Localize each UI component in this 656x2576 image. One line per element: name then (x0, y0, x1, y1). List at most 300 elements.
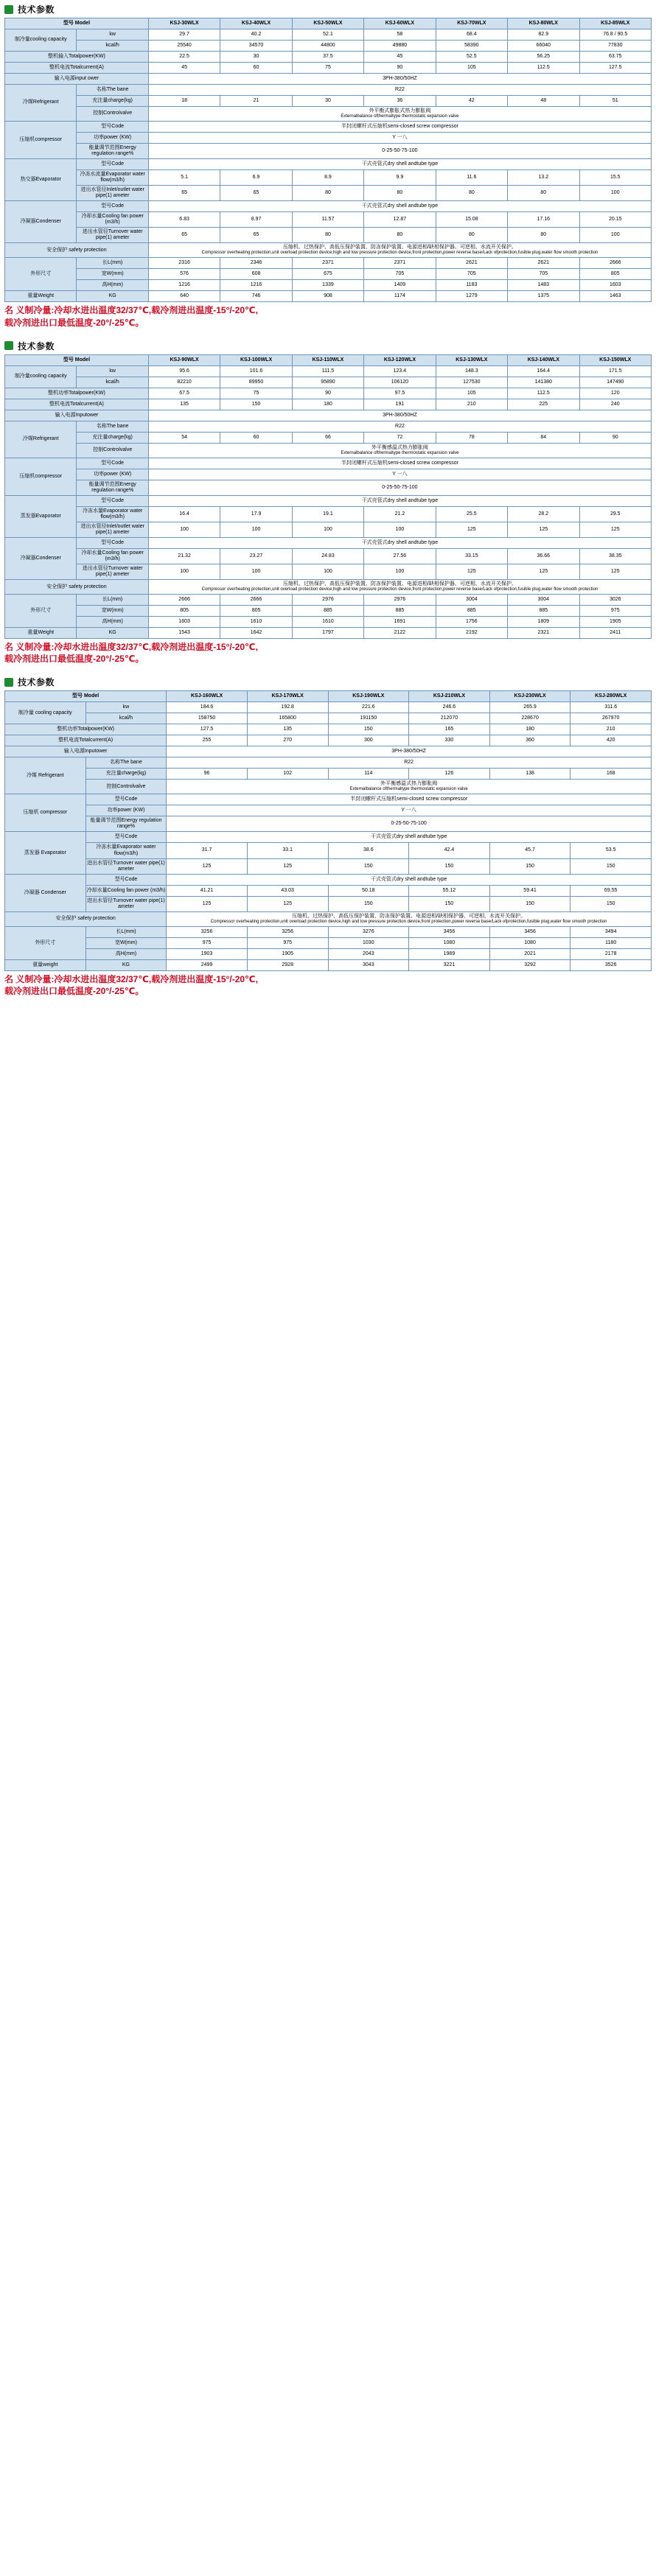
row-value-cell: 97.5 (364, 388, 436, 399)
row-value-cell: 21.2 (364, 506, 436, 522)
row-value-cell: 63.75 (579, 52, 652, 63)
row-unit-label: kcal/h (77, 377, 148, 388)
row-value-cell: 114 (328, 769, 409, 780)
row-value-cell: 90 (364, 63, 436, 74)
table-row (5, 896, 652, 911)
row-value-cell: 77830 (579, 41, 652, 52)
spec-table (4, 690, 652, 970)
row-value-merged (148, 107, 651, 122)
row-value-cell: 1603 (148, 617, 220, 628)
model-header-cell: KSJ-230WLX (489, 691, 570, 702)
row-unit-label: kcal/h (86, 713, 167, 724)
value-line-en: Compressor overheating protection,unit overload protection device,high and low pressure protection device,front protection,power reverse base/Lack ofprotection,fusible plug,water flow smooth protection (201, 251, 599, 256)
row-group-label: 制冷量cooling capacity (5, 365, 77, 388)
row-value-cell: 1183 (436, 280, 507, 291)
row-value-merged: Y 一八 (148, 469, 651, 480)
row-group-label: 冷凝器 Condenser (5, 874, 86, 911)
row-unit-label: 名称The bane (77, 421, 148, 432)
table-row (5, 410, 652, 421)
row-value-cell: 210 (570, 724, 652, 735)
row-value-cell: 90 (292, 388, 363, 399)
row-unit-label: 功率power (KW) (77, 469, 148, 480)
row-value-cell: 80 (436, 228, 507, 243)
row-unit-label: 进出水管径Turnover water pipe(1) ameter (86, 896, 167, 911)
row-value-cell: 80 (292, 228, 363, 243)
row-value-cell: 805 (579, 269, 652, 280)
row-value-merged: 半封闭螺杆式压缩机semi-closed screw compressor (167, 794, 652, 805)
spec-note (0, 639, 656, 668)
table-row (5, 421, 652, 432)
row-value-cell: 55.12 (409, 885, 490, 896)
table-row (5, 96, 652, 107)
row-value-cell: 705 (436, 269, 507, 280)
row-value-cell: 240 (579, 399, 652, 410)
spec-table (4, 354, 652, 639)
row-value-cell: 37.5 (292, 52, 363, 63)
row-value-merged: 0-25-50-75-100 (148, 480, 651, 495)
row-group-label: 整机电流Totalcurrent(A) (5, 63, 149, 74)
table-header-row (5, 354, 652, 365)
table-row (5, 291, 652, 302)
row-value-cell: 34570 (220, 41, 292, 52)
row-value-cell: 1905 (247, 948, 328, 959)
row-unit-label: 宽W(mm) (77, 269, 148, 280)
row-unit-label: 高H(mm) (77, 617, 148, 628)
row-value-cell: 27.56 (364, 548, 436, 564)
row-unit-label: 冷冻水流量Evaporator water flow(m3/h) (77, 170, 148, 186)
row-value-cell: 885 (508, 606, 579, 617)
row-value-cell: 3026 (579, 595, 652, 606)
model-label-cell: 型号 Model (5, 691, 167, 702)
row-value-cell: 1642 (220, 628, 292, 639)
row-value-cell: 150 (409, 858, 490, 874)
table-row (5, 107, 652, 122)
table-row (5, 757, 652, 769)
row-value-cell: 150 (328, 724, 409, 735)
row-value-cell: 360 (489, 735, 570, 746)
table-row (5, 85, 652, 96)
row-value-cell: 25.5 (436, 506, 507, 522)
row-value-cell: 2666 (148, 595, 220, 606)
table-row (5, 458, 652, 469)
bullet-icon (4, 341, 13, 350)
row-group-label: 压缩机compressor (5, 458, 77, 495)
row-value-cell: 60 (220, 63, 292, 74)
row-value-cell: 3494 (570, 926, 652, 937)
row-value-cell: 42 (436, 96, 507, 107)
row-value-cell: 127.5 (167, 724, 248, 735)
table-row (5, 595, 652, 606)
row-unit-label: KG (86, 959, 167, 970)
row-value-cell: 1610 (292, 617, 363, 628)
row-unit-label: 进出水管径Turnover water pipe(1) ameter (77, 564, 148, 580)
table-row (5, 143, 652, 158)
row-value-cell: 2928 (247, 959, 328, 970)
row-value-cell: 1543 (148, 628, 220, 639)
value-line-en: Externalbalance ofthermaltype thermostatic expansion valve (341, 114, 459, 119)
row-value-cell: 38.35 (579, 548, 652, 564)
row-group-label: 安全保护 safety protection (5, 911, 167, 926)
row-value-merged: R22 (167, 757, 652, 769)
row-value-cell: 31.7 (167, 843, 248, 858)
row-value-cell: 1375 (508, 291, 579, 302)
row-value-merged: 干式壳管式dry shell andtube type (148, 201, 651, 212)
row-value-cell: 3256 (247, 926, 328, 937)
row-value-cell: 1603 (579, 280, 652, 291)
row-value-cell: 80 (508, 228, 579, 243)
row-unit-label: 型号Code (77, 495, 148, 506)
row-value-cell: 125 (508, 564, 579, 580)
row-value-merged (167, 911, 652, 926)
row-unit-label: 进出水管径Inlet/outlet water pipe(1) ameter (77, 186, 148, 201)
row-value-cell: 21 (220, 96, 292, 107)
row-value-cell: 705 (364, 269, 436, 280)
row-value-cell: 3456 (489, 926, 570, 937)
row-value-cell: 100 (364, 564, 436, 580)
row-value-cell: 120 (579, 388, 652, 399)
model-label-cell: 型号 Model (5, 354, 149, 365)
sections-container (0, 0, 656, 1001)
row-value-cell: 45 (148, 63, 220, 74)
table-row (5, 63, 652, 74)
row-value-cell: 49880 (364, 41, 436, 52)
row-value-cell: 168 (570, 769, 652, 780)
row-unit-label: 进出水管径Inlet/outlet water pipe(1) ameter (77, 522, 148, 537)
row-value-cell: 100 (148, 564, 220, 580)
row-value-cell: 147490 (579, 377, 652, 388)
model-header-cell: KSJ-150WLX (579, 354, 652, 365)
table-row (5, 29, 652, 41)
row-value-cell: 96 (167, 769, 248, 780)
note-line: 载冷剂进出口最低温度-20°/-25℃。 (4, 985, 144, 996)
row-unit-label: 冷却水量Cooling fan power (m3/h) (86, 885, 167, 896)
row-value-cell: 43.03 (247, 885, 328, 896)
row-value-cell: 80 (436, 186, 507, 201)
spec-sheet-page (0, 0, 656, 1001)
row-value-cell: 640 (148, 291, 220, 302)
model-header-cell: KSJ-280WLX (570, 691, 652, 702)
row-group-label: 输入电源Inputower (5, 410, 149, 421)
row-value-cell: 3526 (570, 959, 652, 970)
row-value-cell: 228670 (489, 713, 570, 724)
row-value-cell: 65 (220, 228, 292, 243)
row-value-cell: 885 (292, 606, 363, 617)
row-value-cell: 90 (579, 432, 652, 443)
row-value-cell: 1409 (364, 280, 436, 291)
row-value-merged: R22 (148, 85, 651, 96)
row-value-cell: 1463 (579, 291, 652, 302)
row-value-cell: 40.2 (220, 29, 292, 41)
row-unit-label: 名称The bane (77, 85, 148, 96)
row-unit-label: 冷却水量Cooling fan power (m3/h) (77, 548, 148, 564)
row-value-cell: 48 (508, 96, 579, 107)
table-row (5, 41, 652, 52)
row-value-merged: 3PH-380/50HZ (148, 410, 651, 421)
row-value-cell: 1483 (508, 280, 579, 291)
row-value-cell: 330 (409, 735, 490, 746)
row-value-cell: 135 (247, 724, 328, 735)
spec-section (0, 337, 656, 669)
row-value-cell: 72 (364, 432, 436, 443)
row-unit-label: 高H(mm) (77, 280, 148, 291)
row-value-cell: 1216 (220, 280, 292, 291)
row-value-cell: 15.5 (579, 170, 652, 186)
row-value-cell: 100 (220, 522, 292, 537)
row-value-cell: 3043 (328, 959, 409, 970)
row-unit-label: 名称The bane (86, 757, 167, 769)
row-value-cell: 805 (148, 606, 220, 617)
row-value-cell: 2021 (489, 948, 570, 959)
table-row (5, 959, 652, 970)
table-row (5, 769, 652, 780)
model-header-cell: KSJ-140WLX (508, 354, 579, 365)
row-value-cell: 2666 (220, 595, 292, 606)
row-value-cell: 9.9 (364, 170, 436, 186)
row-value-merged: Y 一八 (148, 132, 651, 143)
row-value-cell: 22.5 (148, 52, 220, 63)
row-value-cell: 125 (167, 858, 248, 874)
row-value-cell: 112.5 (508, 388, 579, 399)
row-value-cell: 36 (364, 96, 436, 107)
table-header-row (5, 691, 652, 702)
row-value-cell: 150 (328, 858, 409, 874)
row-value-cell: 105 (436, 388, 507, 399)
row-unit-label: 宽W(mm) (86, 937, 167, 948)
table-row (5, 443, 652, 458)
row-value-merged: 半封闭螺杆式压缩机semi-closed screw compressor (148, 121, 651, 132)
section-title (0, 673, 656, 690)
value-line-en: Compressor overheating protection,unit overload protection device,high and low pressure protection device,front protection,power reverse base/Lack ofprotection,fusible plug,water flow smooth protection (201, 587, 599, 592)
table-row (5, 228, 652, 243)
table-row (5, 885, 652, 896)
row-value-cell: 68.4 (436, 29, 507, 41)
table-row (5, 399, 652, 410)
row-value-cell: 100 (579, 186, 652, 201)
row-value-cell: 2666 (579, 258, 652, 269)
row-value-cell: 30 (292, 96, 363, 107)
table-header-row (5, 18, 652, 29)
row-value-cell: 105 (436, 63, 507, 74)
row-value-cell: 80 (364, 228, 436, 243)
row-value-merged: 半封闭螺杆式压缩机semi-closed screw compressor (148, 458, 651, 469)
row-value-cell: 3292 (489, 959, 570, 970)
row-value-cell: 1180 (570, 937, 652, 948)
row-value-cell: 2346 (220, 258, 292, 269)
row-value-cell: 150 (220, 399, 292, 410)
row-value-cell: 1216 (148, 280, 220, 291)
row-value-cell: 54 (148, 432, 220, 443)
table-row (5, 186, 652, 201)
row-value-cell: 1279 (436, 291, 507, 302)
row-group-label: 冷媒Refrigerant (5, 421, 77, 458)
model-header-cell: KSJ-190WLX (328, 691, 409, 702)
row-unit-label: 充注量charge(kg) (86, 769, 167, 780)
row-value-cell: 975 (247, 937, 328, 948)
row-unit-label: 冷冻水量Evaporator water flow(m3/h) (77, 506, 148, 522)
row-value-merged: 干式壳管式dry shell andtube type (167, 874, 652, 885)
row-group-label: 安全保护 safety protection (5, 580, 149, 595)
row-group-label: 外形尺寸 (5, 926, 86, 959)
row-value-merged (148, 243, 651, 258)
model-header-cell: KSJ-170WLX (247, 691, 328, 702)
row-value-cell: 3221 (409, 959, 490, 970)
row-value-cell: 59.41 (489, 885, 570, 896)
row-value-cell: 191150 (328, 713, 409, 724)
row-value-cell: 21.32 (148, 548, 220, 564)
row-value-cell: 36.66 (508, 548, 579, 564)
row-value-cell: 150 (489, 858, 570, 874)
row-value-cell: 19.1 (292, 506, 363, 522)
row-value-cell: 29.5 (579, 506, 652, 522)
table-row (5, 121, 652, 132)
row-value-cell: 17.9 (220, 506, 292, 522)
row-value-cell: 17.16 (508, 212, 579, 228)
table-row (5, 480, 652, 495)
row-value-cell: 58390 (436, 41, 507, 52)
row-unit-label: 控制Controlvalve (86, 780, 167, 794)
row-value-cell: 1905 (579, 617, 652, 628)
row-value-cell: 3256 (167, 926, 248, 937)
row-value-cell: 192.8 (247, 702, 328, 713)
value-line-en: Externalbalance ofthermaltype thermostatic expansion valve (341, 450, 459, 455)
table-row (5, 858, 652, 874)
table-row (5, 506, 652, 522)
note-line: 载冷剂进出口最低温度-20°/-25℃。 (4, 654, 144, 665)
row-value-cell: 56.25 (508, 52, 579, 63)
row-group-label: 冷凝器Condenser (5, 201, 77, 243)
row-value-cell: 82.9 (508, 29, 579, 41)
row-value-cell: 11.6 (436, 170, 507, 186)
table-row (5, 816, 652, 832)
row-value-cell: 127.5 (579, 63, 652, 74)
row-unit-label: 长L(mm) (86, 926, 167, 937)
row-value-cell: 52.5 (436, 52, 507, 63)
table-row (5, 911, 652, 926)
row-group-label: 压缩机 compressor (5, 794, 86, 832)
row-value-cell: 16.4 (148, 506, 220, 522)
table-row (5, 522, 652, 537)
row-value-cell: 125 (579, 564, 652, 580)
row-unit-label: 能量调节范围Energy regulation range% (86, 816, 167, 832)
row-value-cell: 975 (579, 606, 652, 617)
row-value-cell: 95.6 (148, 365, 220, 377)
row-value-cell: 15.08 (436, 212, 507, 228)
row-unit-label: 冷冻水量Evaporator water flow(m3/h) (86, 843, 167, 858)
row-unit-label: KG (77, 628, 148, 639)
row-value-cell: 30 (220, 52, 292, 63)
row-value-cell: 1080 (409, 937, 490, 948)
section-title (0, 337, 656, 354)
row-value-cell: 1080 (489, 937, 570, 948)
row-unit-label: kw (77, 29, 148, 41)
table-row (5, 52, 652, 63)
row-value-cell: 95890 (292, 377, 363, 388)
row-value-cell: 102 (247, 769, 328, 780)
row-value-cell: 2621 (436, 258, 507, 269)
table-row (5, 780, 652, 794)
row-value-cell: 125 (508, 522, 579, 537)
row-value-merged: 干式壳管式dry shell andtube type (148, 495, 651, 506)
row-value-cell: 2043 (328, 948, 409, 959)
row-group-label: 外形尺寸 (5, 258, 77, 291)
row-value-cell: 221.6 (328, 702, 409, 713)
row-value-cell: 78 (436, 432, 507, 443)
row-value-cell: 12.87 (364, 212, 436, 228)
row-value-cell: 125 (247, 858, 328, 874)
row-value-cell: 67.5 (148, 388, 220, 399)
row-value-cell: 1809 (508, 617, 579, 628)
value-line: 外平衡感温式热力膨胀阀 (380, 781, 438, 787)
section-title-text: 技术参数 (18, 340, 55, 351)
row-unit-label: 充注量charge(kg) (77, 432, 148, 443)
row-value-cell: 2122 (364, 628, 436, 639)
row-value-cell: 138 (489, 769, 570, 780)
row-value-cell: 3004 (436, 595, 507, 606)
value-line: 外平衡感温式热力膨胀阀 (371, 444, 428, 450)
row-value-cell: 100 (292, 522, 363, 537)
row-group-label: 整机电流Totalcurrent(A) (5, 735, 167, 746)
row-unit-label: 进出水管径Turnover water pipe(1) ameter (77, 228, 148, 243)
row-value-cell: 141380 (508, 377, 579, 388)
table-row (5, 243, 652, 258)
model-header-cell: KSJ-90WLX (148, 354, 220, 365)
table-row (5, 713, 652, 724)
table-row (5, 495, 652, 506)
model-header-cell: KSJ-210WLX (409, 691, 490, 702)
row-value-cell: 576 (148, 269, 220, 280)
row-value-cell: 150 (570, 858, 652, 874)
row-value-cell: 150 (409, 896, 490, 911)
row-value-cell: 28.2 (508, 506, 579, 522)
table-row (5, 724, 652, 735)
row-value-cell: 3276 (328, 926, 409, 937)
spec-section (0, 673, 656, 1001)
row-value-cell: 41.21 (167, 885, 248, 896)
row-value-cell: 58 (364, 29, 436, 41)
row-value-cell: 29.7 (148, 29, 220, 41)
row-value-cell: 267970 (570, 713, 652, 724)
row-value-cell: 65 (148, 186, 220, 201)
row-group-label: 冷凝器Condenser (5, 537, 77, 579)
model-header-cell: KSJ-60WLX (364, 18, 436, 29)
row-value-cell: 135 (148, 399, 220, 410)
row-value-cell: 6.9 (220, 170, 292, 186)
table-row (5, 832, 652, 843)
row-value-merged: 0-25-50-75-100 (148, 143, 651, 158)
row-unit-label: 能量调节范围Energy regulation range% (77, 480, 148, 495)
row-value-cell: 158750 (167, 713, 248, 724)
row-group-label: 蒸发器 Evaporator (5, 832, 86, 874)
row-value-cell: 2321 (508, 628, 579, 639)
row-value-cell: 80 (364, 186, 436, 201)
row-value-cell: 20.15 (579, 212, 652, 228)
row-unit-label: 型号Code (86, 874, 167, 885)
row-value-cell: 53.5 (570, 843, 652, 858)
row-value-cell: 1174 (364, 291, 436, 302)
table-row (5, 628, 652, 639)
row-value-cell: 125 (247, 896, 328, 911)
spec-note (0, 971, 656, 1001)
row-value-cell: 42.4 (409, 843, 490, 858)
row-value-cell: 125 (579, 522, 652, 537)
row-group-label: 压缩机compressor (5, 121, 77, 158)
row-value-cell: 885 (364, 606, 436, 617)
row-unit-label: kw (86, 702, 167, 713)
row-value-cell: 180 (292, 399, 363, 410)
row-value-cell: 45.7 (489, 843, 570, 858)
row-unit-label: 宽W(mm) (77, 606, 148, 617)
section-title-text: 技术参数 (18, 677, 55, 688)
